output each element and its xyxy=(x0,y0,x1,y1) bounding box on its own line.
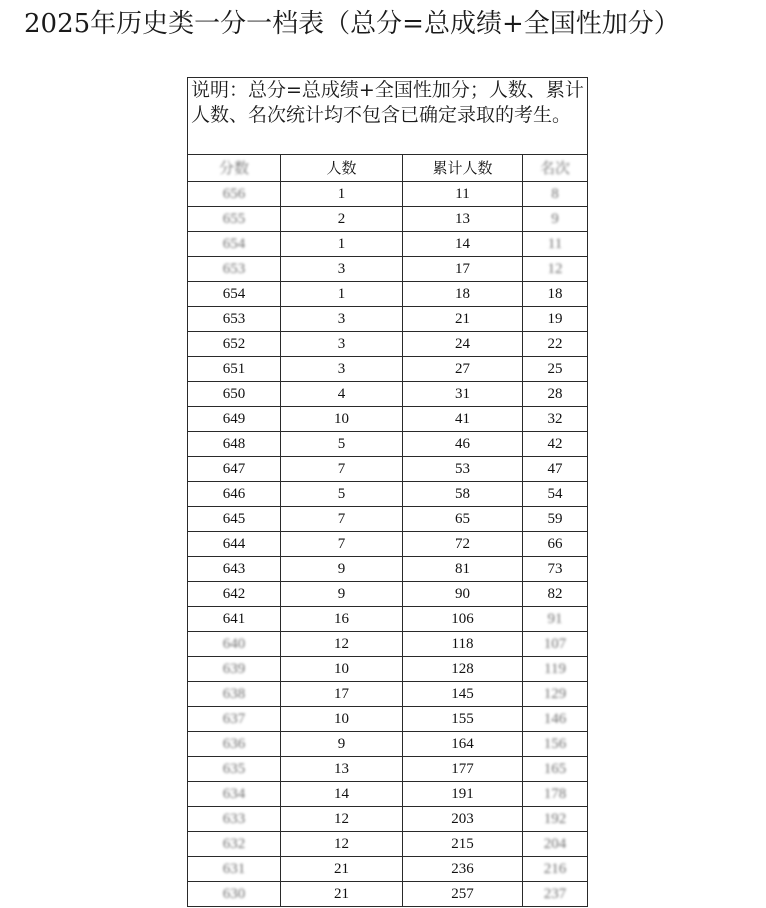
table-row xyxy=(188,232,588,257)
table-row xyxy=(188,557,588,582)
score-cell: 644 xyxy=(188,532,281,557)
table-row xyxy=(188,332,588,357)
cumulative-cell: 106 xyxy=(403,607,523,632)
cumulative-cell: 53 xyxy=(403,457,523,482)
table-row xyxy=(188,732,588,757)
rank-cell: 8 xyxy=(523,182,588,207)
score-cell: 648 xyxy=(188,432,281,457)
rank-cell: 73 xyxy=(523,557,588,582)
rank-cell: 66 xyxy=(523,532,588,557)
count-cell: 1 xyxy=(281,182,403,207)
score-cell: 630 xyxy=(188,882,281,907)
count-cell: 7 xyxy=(281,457,403,482)
count-cell: 7 xyxy=(281,507,403,532)
table-row xyxy=(188,407,588,432)
header-rank: 名次 xyxy=(523,155,588,182)
count-cell: 14 xyxy=(281,782,403,807)
cumulative-cell: 27 xyxy=(403,357,523,382)
table-row xyxy=(188,682,588,707)
score-cell: 642 xyxy=(188,582,281,607)
cumulative-cell: 31 xyxy=(403,382,523,407)
rank-cell: 12 xyxy=(523,257,588,282)
rank-cell: 192 xyxy=(523,807,588,832)
score-cell: 634 xyxy=(188,782,281,807)
table-note: 说明：总分=总成绩+全国性加分；人数、累计人数、名次统计均不包含已确定录取的考生。 xyxy=(188,78,588,155)
rank-cell: 165 xyxy=(523,757,588,782)
score-cell: 646 xyxy=(188,482,281,507)
rank-cell: 216 xyxy=(523,857,588,882)
table-row xyxy=(188,182,588,207)
cumulative-cell: 81 xyxy=(403,557,523,582)
table-row xyxy=(188,207,588,232)
rank-cell: 107 xyxy=(523,632,588,657)
count-cell: 10 xyxy=(281,407,403,432)
cumulative-cell: 155 xyxy=(403,707,523,732)
count-cell: 1 xyxy=(281,232,403,257)
table-row xyxy=(188,782,588,807)
rank-cell: 11 xyxy=(523,232,588,257)
cumulative-cell: 14 xyxy=(403,232,523,257)
table-row xyxy=(188,382,588,407)
cumulative-cell: 128 xyxy=(403,657,523,682)
count-cell: 12 xyxy=(281,632,403,657)
count-cell: 13 xyxy=(281,757,403,782)
score-cell: 645 xyxy=(188,507,281,532)
score-cell: 631 xyxy=(188,857,281,882)
table-row xyxy=(188,432,588,457)
count-cell: 3 xyxy=(281,357,403,382)
count-cell: 21 xyxy=(281,857,403,882)
score-table xyxy=(187,77,588,907)
cumulative-cell: 65 xyxy=(403,507,523,532)
rank-cell: 25 xyxy=(523,357,588,382)
score-cell: 641 xyxy=(188,607,281,632)
cumulative-cell: 177 xyxy=(403,757,523,782)
header-row xyxy=(188,155,588,182)
header-cumulative: 累计人数 xyxy=(403,155,523,182)
score-cell: 638 xyxy=(188,682,281,707)
rank-cell: 32 xyxy=(523,407,588,432)
count-cell: 4 xyxy=(281,382,403,407)
cumulative-cell: 46 xyxy=(403,432,523,457)
table-row xyxy=(188,632,588,657)
header-score: 分数 xyxy=(188,155,281,182)
rank-cell: 146 xyxy=(523,707,588,732)
count-cell: 9 xyxy=(281,732,403,757)
cumulative-cell: 72 xyxy=(403,532,523,557)
count-cell: 5 xyxy=(281,432,403,457)
rank-cell: 82 xyxy=(523,582,588,607)
cumulative-cell: 203 xyxy=(403,807,523,832)
rank-cell: 42 xyxy=(523,432,588,457)
count-cell: 9 xyxy=(281,557,403,582)
note-row xyxy=(188,78,588,155)
rank-cell: 119 xyxy=(523,657,588,682)
score-cell: 639 xyxy=(188,657,281,682)
count-cell: 12 xyxy=(281,832,403,857)
score-cell: 632 xyxy=(188,832,281,857)
table-row xyxy=(188,832,588,857)
cumulative-cell: 13 xyxy=(403,207,523,232)
table-row xyxy=(188,582,588,607)
score-cell: 647 xyxy=(188,457,281,482)
rank-cell: 19 xyxy=(523,307,588,332)
header-count: 人数 xyxy=(281,155,403,182)
table-row xyxy=(188,282,588,307)
score-cell: 650 xyxy=(188,382,281,407)
cumulative-cell: 164 xyxy=(403,732,523,757)
table-row xyxy=(188,357,588,382)
count-cell: 10 xyxy=(281,657,403,682)
table-row xyxy=(188,757,588,782)
count-cell: 21 xyxy=(281,882,403,907)
count-cell: 1 xyxy=(281,282,403,307)
cumulative-cell: 191 xyxy=(403,782,523,807)
count-cell: 5 xyxy=(281,482,403,507)
table-row xyxy=(188,882,588,907)
rank-cell: 9 xyxy=(523,207,588,232)
rank-cell: 22 xyxy=(523,332,588,357)
table-row xyxy=(188,807,588,832)
rank-cell: 178 xyxy=(523,782,588,807)
cumulative-cell: 236 xyxy=(403,857,523,882)
score-cell: 636 xyxy=(188,732,281,757)
score-cell: 654 xyxy=(188,232,281,257)
score-cell: 654 xyxy=(188,282,281,307)
cumulative-cell: 24 xyxy=(403,332,523,357)
rank-cell: 47 xyxy=(523,457,588,482)
count-cell: 7 xyxy=(281,532,403,557)
score-cell: 640 xyxy=(188,632,281,657)
cumulative-cell: 90 xyxy=(403,582,523,607)
score-cell: 635 xyxy=(188,757,281,782)
count-cell: 3 xyxy=(281,332,403,357)
table-body xyxy=(188,78,588,907)
score-cell: 637 xyxy=(188,707,281,732)
table-row xyxy=(188,857,588,882)
cumulative-cell: 58 xyxy=(403,482,523,507)
rank-cell: 28 xyxy=(523,382,588,407)
rank-cell: 156 xyxy=(523,732,588,757)
score-cell: 633 xyxy=(188,807,281,832)
cumulative-cell: 11 xyxy=(403,182,523,207)
rank-cell: 91 xyxy=(523,607,588,632)
count-cell: 16 xyxy=(281,607,403,632)
cumulative-cell: 17 xyxy=(403,257,523,282)
count-cell: 3 xyxy=(281,257,403,282)
score-cell: 653 xyxy=(188,257,281,282)
rank-cell: 237 xyxy=(523,882,588,907)
table-row xyxy=(188,707,588,732)
score-cell: 643 xyxy=(188,557,281,582)
score-cell: 651 xyxy=(188,357,281,382)
count-cell: 10 xyxy=(281,707,403,732)
table-row xyxy=(188,507,588,532)
count-cell: 12 xyxy=(281,807,403,832)
cumulative-cell: 41 xyxy=(403,407,523,432)
rank-cell: 18 xyxy=(523,282,588,307)
page-title: 2025年历史类一分一档表（总分=总成绩+全国性加分） xyxy=(24,9,680,39)
table-row xyxy=(188,532,588,557)
cumulative-cell: 21 xyxy=(403,307,523,332)
score-cell: 652 xyxy=(188,332,281,357)
table-row xyxy=(188,307,588,332)
cumulative-cell: 118 xyxy=(403,632,523,657)
cumulative-cell: 18 xyxy=(403,282,523,307)
table-row xyxy=(188,457,588,482)
score-cell: 653 xyxy=(188,307,281,332)
score-cell: 656 xyxy=(188,182,281,207)
score-cell: 655 xyxy=(188,207,281,232)
score-cell: 649 xyxy=(188,407,281,432)
rank-cell: 129 xyxy=(523,682,588,707)
table-row xyxy=(188,257,588,282)
count-cell: 17 xyxy=(281,682,403,707)
cumulative-cell: 257 xyxy=(403,882,523,907)
rank-cell: 204 xyxy=(523,832,588,857)
rank-cell: 59 xyxy=(523,507,588,532)
count-cell: 2 xyxy=(281,207,403,232)
table-row xyxy=(188,482,588,507)
table-row xyxy=(188,607,588,632)
count-cell: 3 xyxy=(281,307,403,332)
count-cell: 9 xyxy=(281,582,403,607)
cumulative-cell: 145 xyxy=(403,682,523,707)
table-row xyxy=(188,657,588,682)
rank-cell: 54 xyxy=(523,482,588,507)
cumulative-cell: 215 xyxy=(403,832,523,857)
